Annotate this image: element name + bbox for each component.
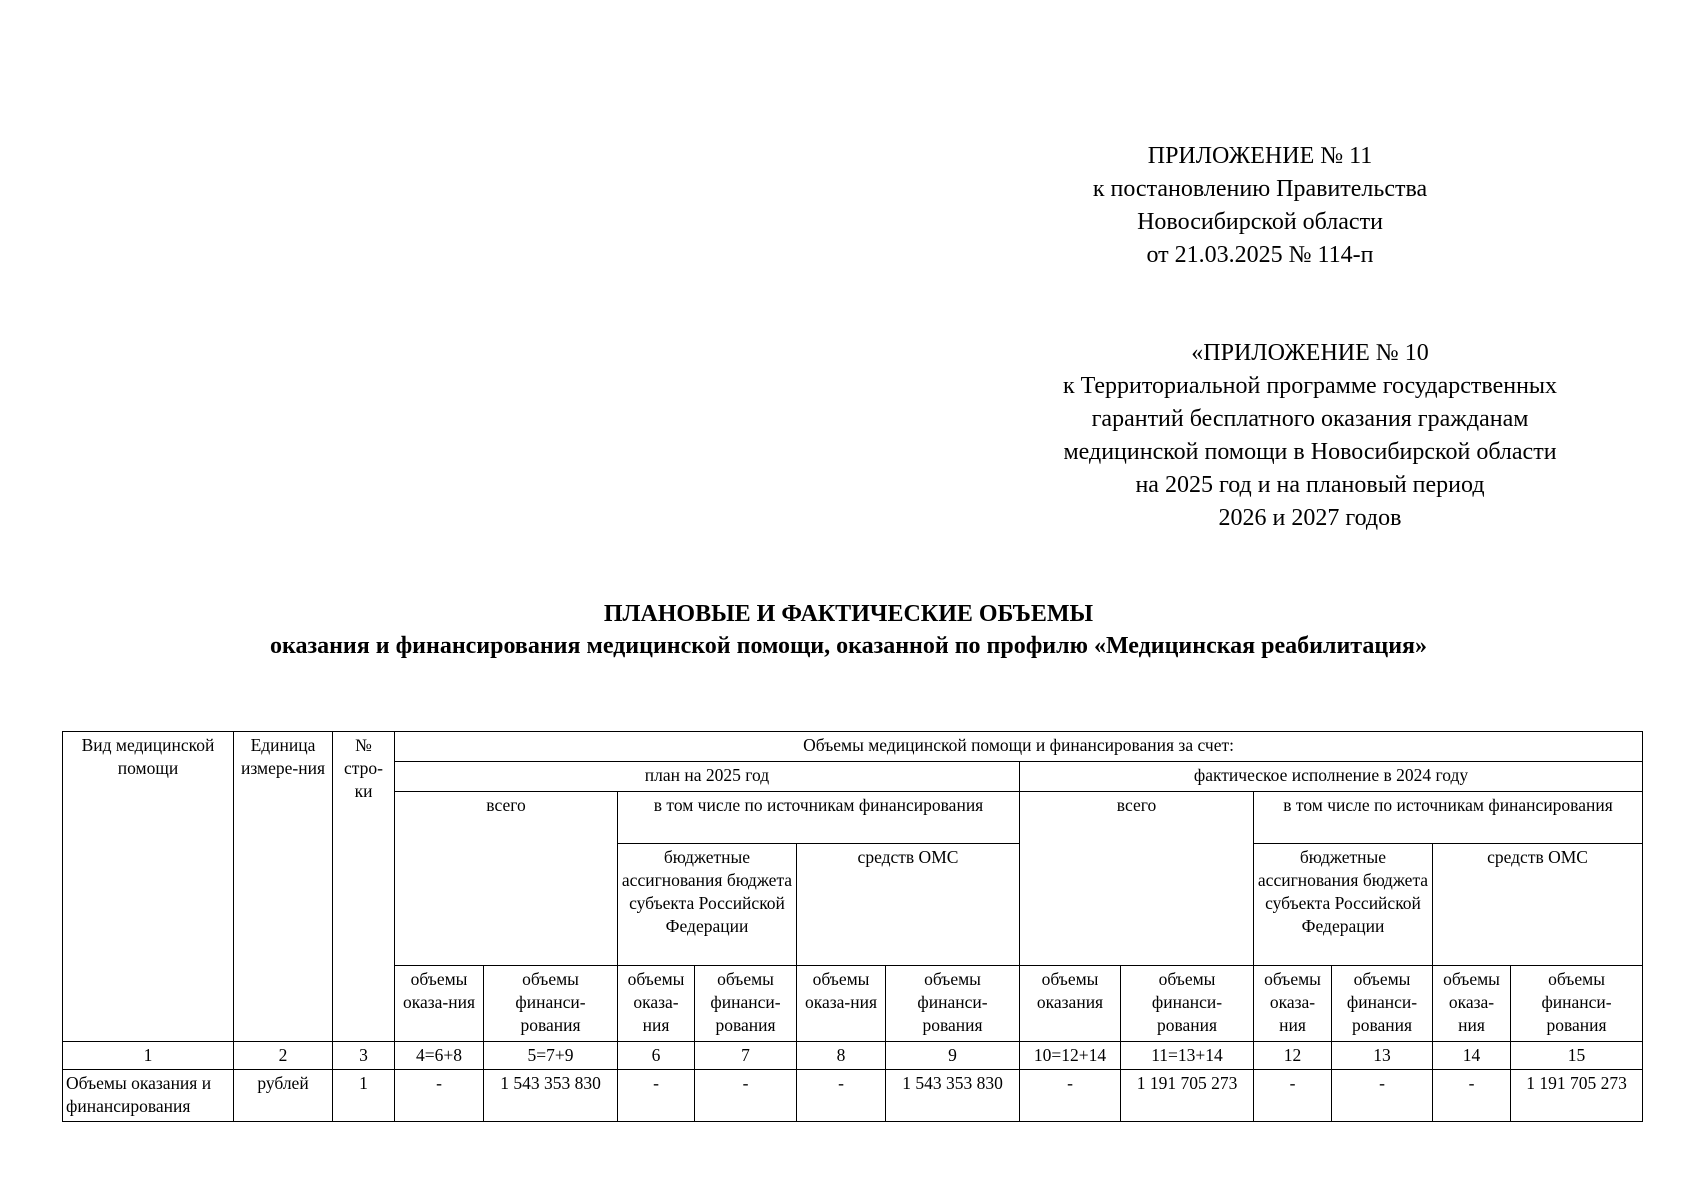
header-plan-oms-vol-service: объемы оказа-ния: [797, 966, 886, 1042]
cell-value: 1 543 353 830: [484, 1070, 618, 1122]
column-number: 2: [234, 1042, 333, 1070]
header-actual-oms-vol-finance: объемы финанси-рования: [1511, 966, 1643, 1042]
appendix-10-line: «ПРИЛОЖЕНИЕ № 10: [1191, 340, 1429, 366]
header-plan-total-vol-finance: объемы финанси-рования: [484, 966, 618, 1042]
column-number: 8: [797, 1042, 886, 1070]
appendix-10-line: на 2025 год и на плановый период: [1135, 472, 1485, 498]
column-number-row: [63, 1042, 1643, 1070]
cell-type: Объемы оказания и финансирования: [63, 1070, 234, 1122]
header-plan-oms: средств ОМС: [797, 844, 1020, 966]
header-plan: план на 2025 год: [395, 762, 1020, 792]
cell-value: -: [618, 1070, 695, 1122]
header-actual-total: всего: [1020, 792, 1254, 966]
cell-value: -: [1433, 1070, 1511, 1122]
column-number: 9: [886, 1042, 1020, 1070]
cell-value: -: [797, 1070, 886, 1122]
header-unit: Единица измере-ния: [234, 732, 333, 1042]
appendix-10-line: медицинской помощи в Новосибирской области: [1063, 439, 1557, 465]
header-actual-budget-vol-service: объемы оказа-ния: [1254, 966, 1332, 1042]
header-plan-budget-vol-finance: объемы финанси-рования: [695, 966, 797, 1042]
document-title: [0, 598, 1697, 662]
appendix-11-header: [1010, 140, 1510, 272]
cell-value: 1 191 705 273: [1511, 1070, 1643, 1122]
header-plan-total-vol-service: объемы оказа-ния: [395, 966, 484, 1042]
column-number: 3: [333, 1042, 395, 1070]
header-actual-incl-sources: в том числе по источникам финансирования: [1254, 792, 1643, 844]
volumes-table: [62, 731, 1643, 1122]
column-number: 10=12+14: [1020, 1042, 1121, 1070]
cell-value: 1 191 705 273: [1121, 1070, 1254, 1122]
appendix-10-line: гарантий бесплатного оказания гражданам: [1091, 406, 1529, 432]
cell-value: 1 543 353 830: [886, 1070, 1020, 1122]
column-number: 14: [1433, 1042, 1511, 1070]
header-type: Вид медицинской помощи: [63, 732, 234, 1042]
header-row-number: № стро-ки: [333, 732, 395, 1042]
column-number: 15: [1511, 1042, 1643, 1070]
column-number: 7: [695, 1042, 797, 1070]
cell-row-number: 1: [333, 1070, 395, 1122]
header-plan-budget-vol-service: объемы оказа-ния: [618, 966, 695, 1042]
cell-unit: рублей: [234, 1070, 333, 1122]
appendix-11-line: ПРИЛОЖЕНИЕ № 11: [1147, 143, 1373, 169]
column-number: 4=6+8: [395, 1042, 484, 1070]
header-volumes-by: Объемы медицинской помощи и финансирования за счет:: [395, 732, 1643, 762]
column-number: 12: [1254, 1042, 1332, 1070]
cell-value: -: [1020, 1070, 1121, 1122]
header-plan-total: всего: [395, 792, 618, 966]
column-number: 1: [63, 1042, 234, 1070]
title-line-1: ПЛАНОВЫЕ И ФАКТИЧЕСКИЕ ОБЪЕМЫ: [603, 601, 1094, 627]
header-plan-budget: бюджетные ассигнования бюджета субъекта Российской Федерации: [618, 844, 797, 966]
appendix-11-line: к постановлению Правительства: [1092, 176, 1428, 202]
appendix-11-line: от 21.03.2025 № 114-п: [1146, 242, 1374, 268]
header-actual-oms: средств ОМС: [1433, 844, 1643, 966]
cell-value: -: [395, 1070, 484, 1122]
appendix-10-line: 2026 и 2027 годов: [1218, 505, 1402, 531]
header-actual-total-vol-service: объемы оказания: [1020, 966, 1121, 1042]
header-plan-oms-vol-finance: объемы финанси-рования: [886, 966, 1020, 1042]
appendix-10-header: [980, 337, 1640, 535]
header-actual-total-vol-finance: объемы финанси-рования: [1121, 966, 1254, 1042]
cell-value: -: [1332, 1070, 1433, 1122]
column-number: 6: [618, 1042, 695, 1070]
cell-value: -: [695, 1070, 797, 1122]
header-plan-incl-sources: в том числе по источникам финансирования: [618, 792, 1020, 844]
table-row: [63, 1070, 1643, 1122]
appendix-10-line: к Территориальной программе государственных: [1062, 373, 1558, 399]
header-actual: фактическое исполнение в 2024 году: [1020, 762, 1643, 792]
appendix-11-line: Новосибирской области: [1137, 209, 1383, 235]
cell-value: -: [1254, 1070, 1332, 1122]
header-actual-budget: бюджетные ассигнования бюджета субъекта Российской Федерации: [1254, 844, 1433, 966]
header-actual-oms-vol-service: объемы оказа-ния: [1433, 966, 1511, 1042]
column-number: 5=7+9: [484, 1042, 618, 1070]
header-actual-budget-vol-finance: объемы финанси-рования: [1332, 966, 1433, 1042]
column-number: 11=13+14: [1121, 1042, 1254, 1070]
title-line-2: оказания и финансирования медицинской помощи, оказанной по профилю «Медицинская реабилитация»: [269, 633, 1428, 659]
column-number: 13: [1332, 1042, 1433, 1070]
